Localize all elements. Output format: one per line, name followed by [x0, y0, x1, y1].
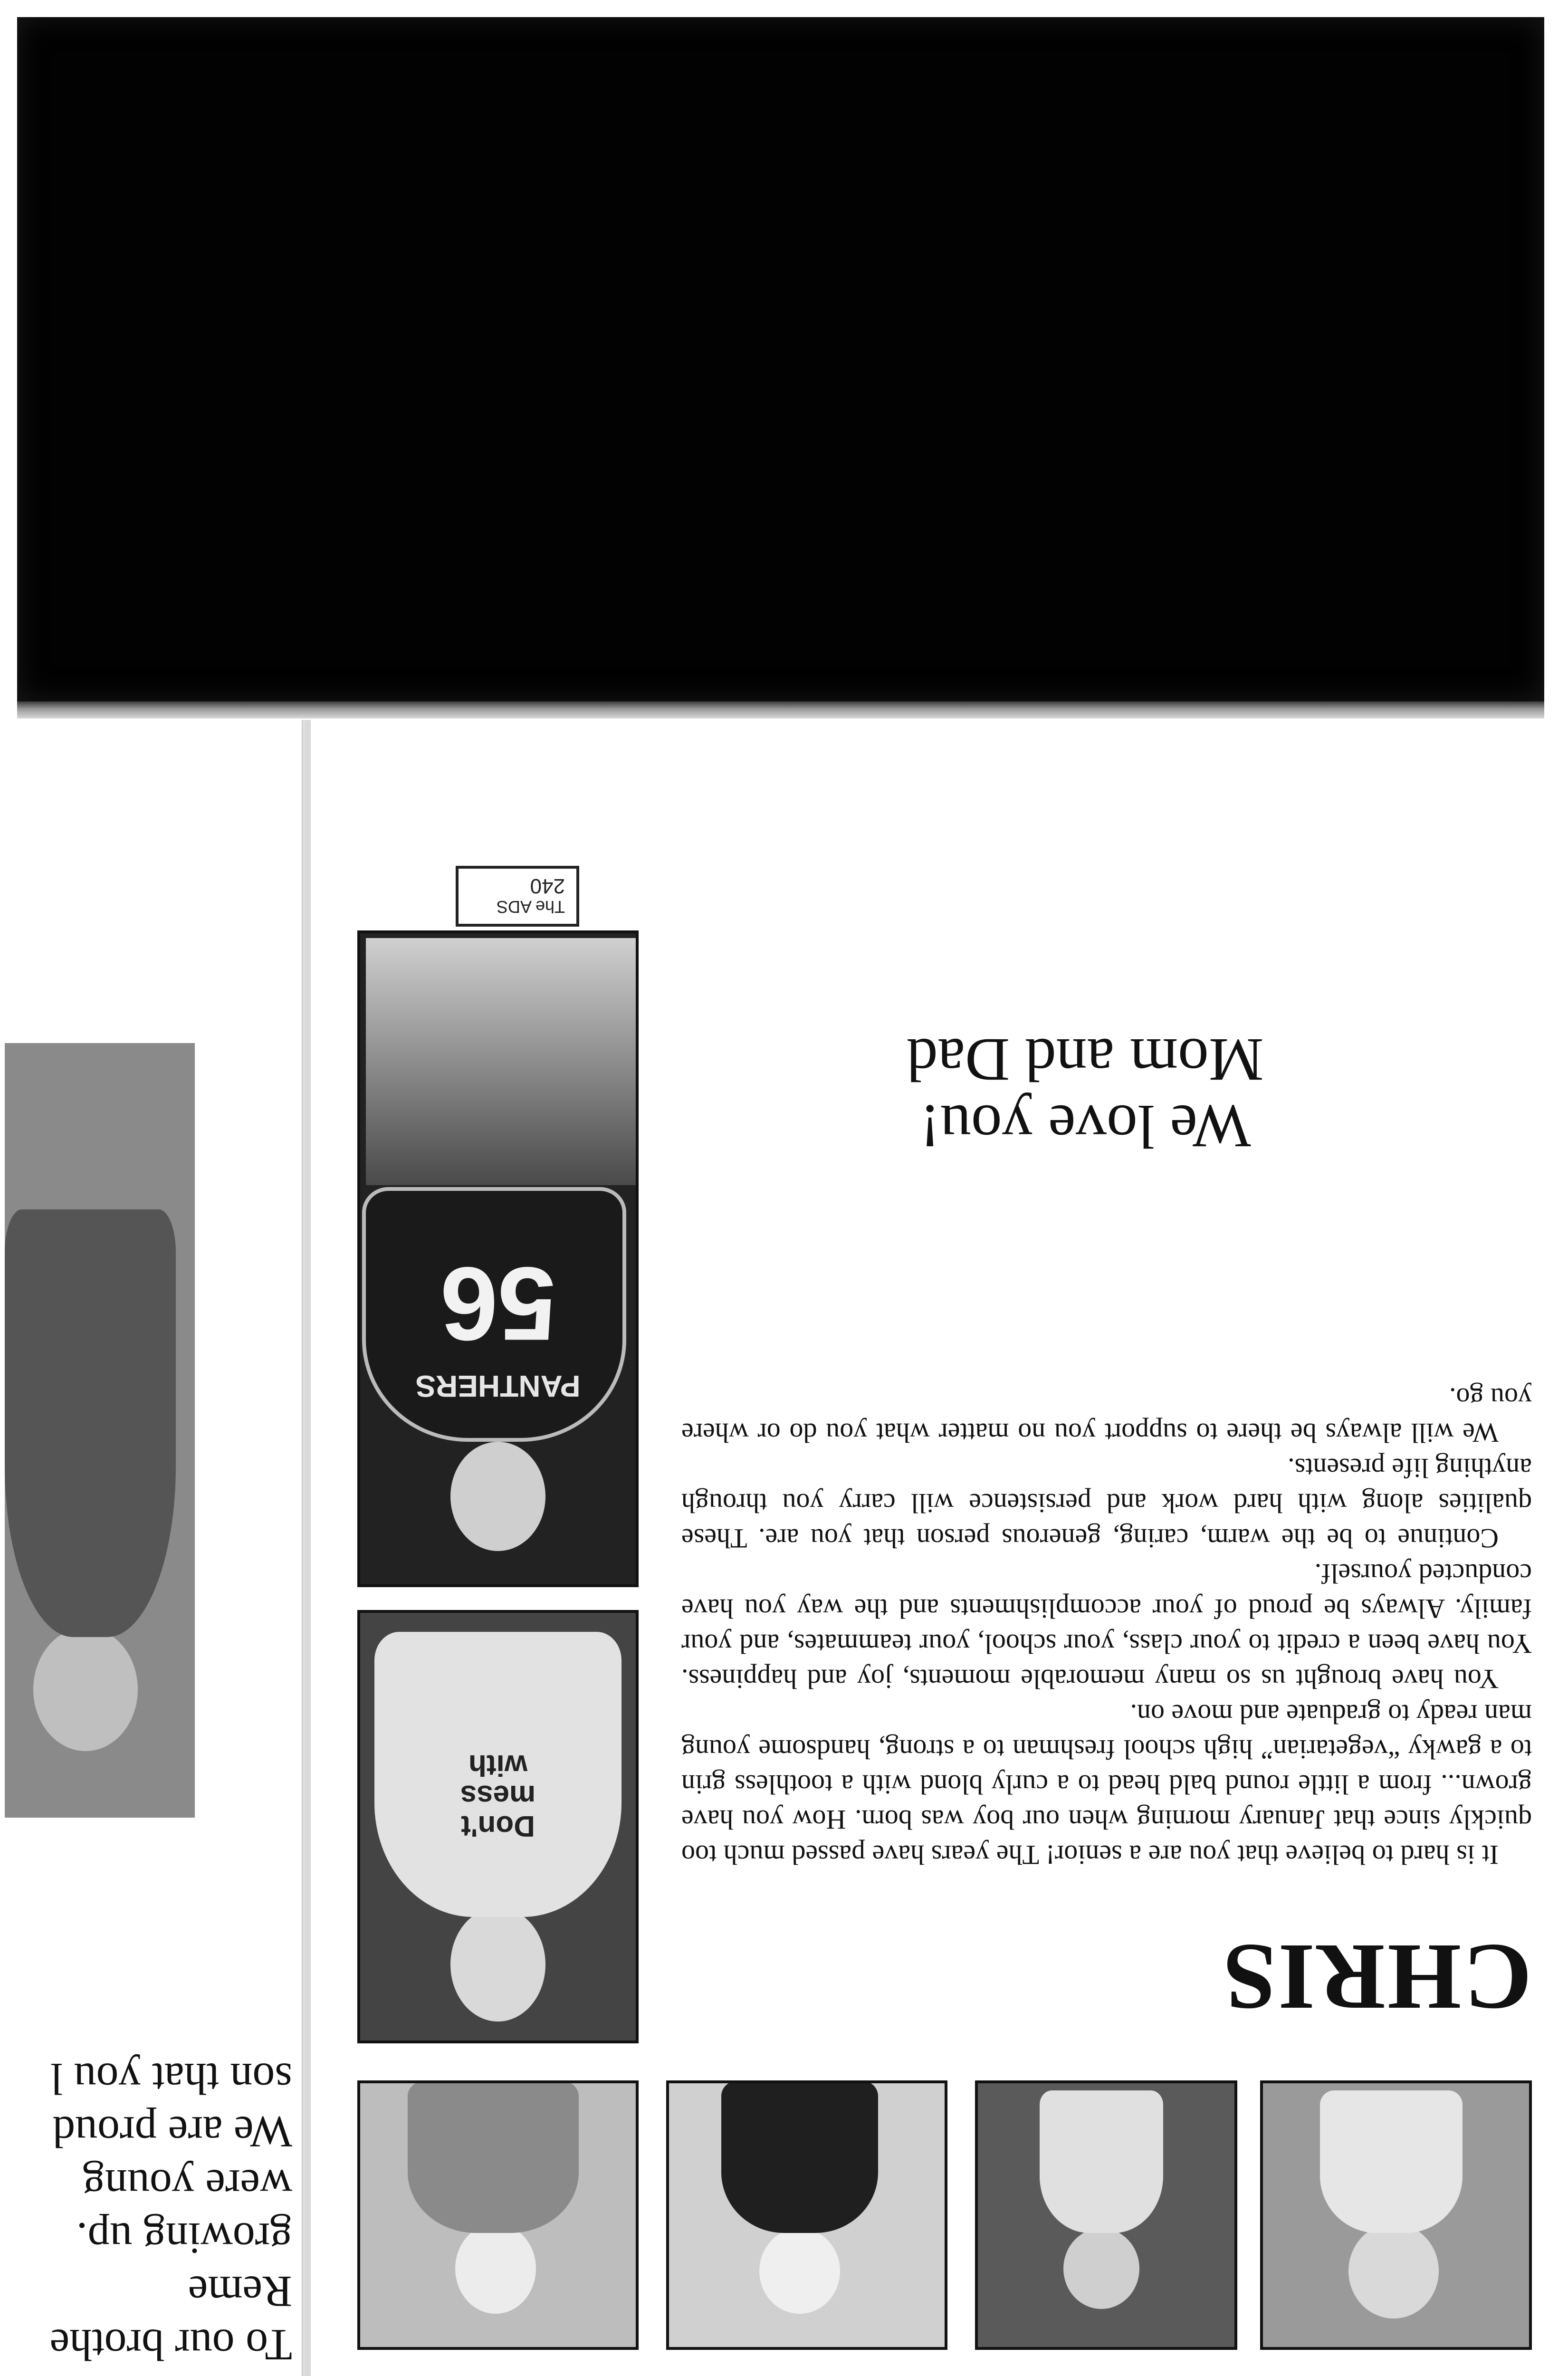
football-photo	[357, 930, 639, 1587]
photo-subject-head	[1063, 2228, 1139, 2309]
football-field	[366, 938, 636, 1185]
left-page-photo	[5, 1043, 195, 1818]
photo-subject-head	[455, 2223, 536, 2314]
photo-subject-head	[450, 1907, 545, 2022]
page-number-tag	[456, 866, 579, 927]
child-photo	[666, 2080, 947, 2350]
photo-subject-head	[33, 1628, 138, 1751]
yearbook-ad-page	[304, 720, 1551, 2376]
left-page-line-2: Reme	[188, 2267, 292, 2316]
paragraph-3: Continue to be the warm, caring, generous person that you are. These qualities along with hard work and persistence will carry you through anything life presents.	[681, 1453, 1532, 1554]
baby-photo	[1260, 2080, 1532, 2350]
photo-subject-head	[450, 1442, 545, 1551]
photo-subject-body	[5, 1209, 176, 1637]
left-page-line-1: To our brothe	[49, 2320, 292, 2369]
left-page-line-4: were young	[82, 2160, 292, 2210]
young-boy-photo	[357, 2080, 639, 2350]
paragraph-1: It is hard to believe that you are a senior! The years have passed much too quickly since that January morning when our boy was born. How you have grown... from a little round bald head to a curly blond with a toothless grin to a gawky “vegetarian” high school freshman to a strong, handsome young man ready to graduate and move on.	[681, 1699, 1532, 1870]
paragraph-2: You have brought us so many memorable moments, joy and happiness. You have been a credit to your class, your school, your teammates, and your family. Always be proud of your accomplishments and the way you have conducted yourself.	[681, 1558, 1532, 1695]
letter-body	[681, 1380, 1532, 1872]
photo-subject-body	[408, 2081, 579, 2233]
jersey-number: 56	[440, 1245, 556, 1362]
photo-subject-body	[721, 2081, 878, 2233]
shirt-print: Don't mess with	[460, 1749, 536, 1842]
photo-subject-body	[1320, 2090, 1463, 2233]
page-tag-label: The ADS	[496, 897, 565, 917]
left-facing-page	[0, 720, 304, 2376]
left-page-line-3: growing up.	[76, 2213, 292, 2263]
left-page-line-6: son that you l	[50, 2054, 292, 2103]
teen-tshirt-photo	[357, 1610, 639, 2043]
photo-subject-head	[1348, 2223, 1439, 2319]
page-title: CHRIS	[1221, 1925, 1532, 2030]
paragraph-4: We will always be there to support you no matter what you do or where you go.	[681, 1382, 1532, 1448]
closing-line-1: We love you!	[919, 1092, 1251, 1160]
toddler-photo	[975, 2080, 1237, 2350]
photo-subject-head	[759, 2228, 840, 2314]
photo-subject-body	[1040, 2090, 1163, 2233]
jersey-team: PANTHERS	[415, 1369, 581, 1403]
closing-line-2: Mom and Dad	[907, 1025, 1264, 1094]
scanner-background	[17, 17, 1544, 701]
closing	[848, 1026, 1323, 1159]
left-page-line-5: We are proud	[53, 2107, 292, 2156]
page-number: 240	[530, 874, 565, 898]
